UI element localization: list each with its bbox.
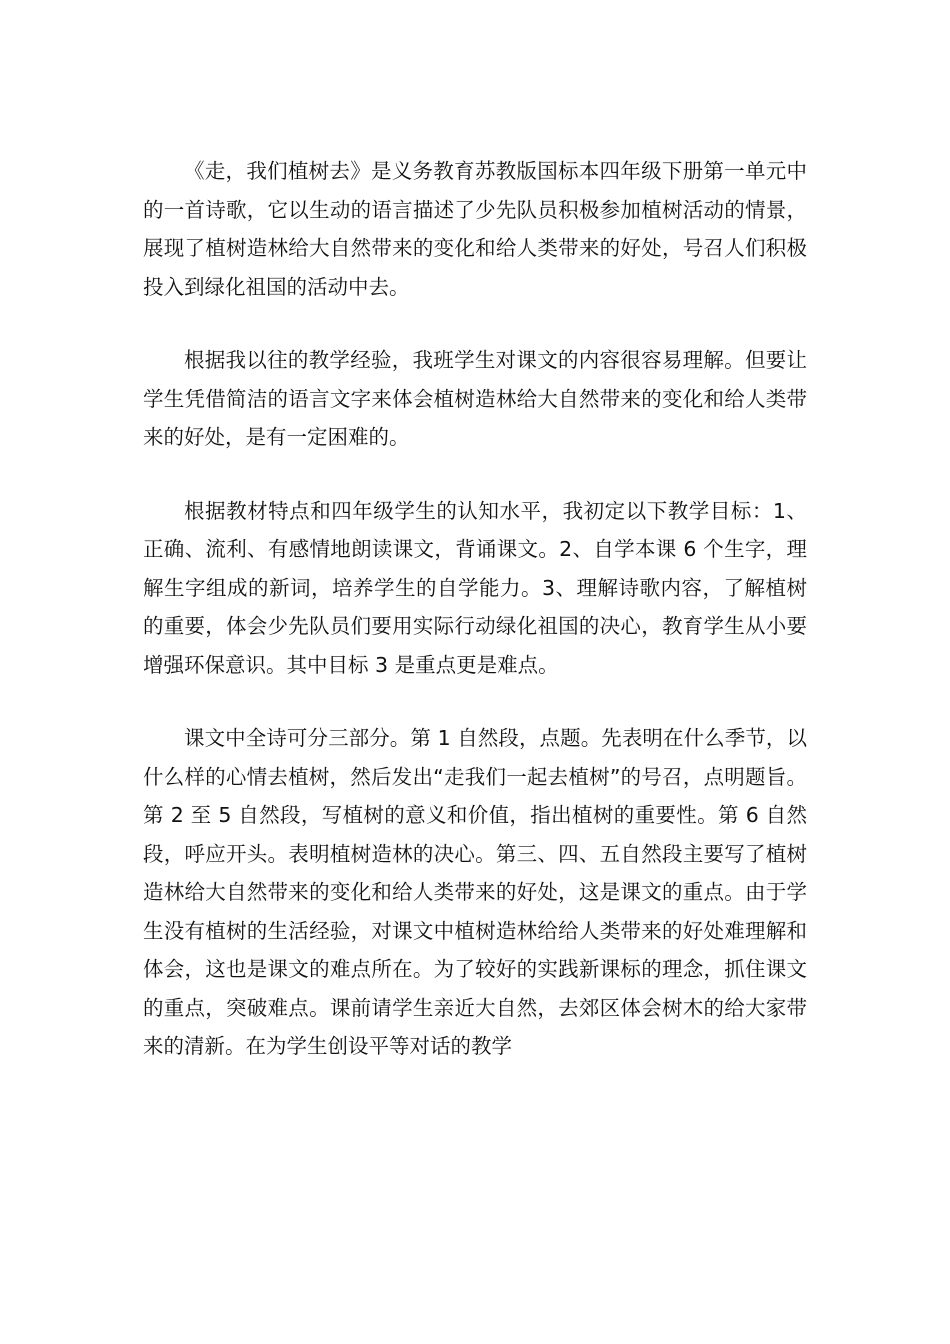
paragraph-intro: 《走，我们植树去》是义务教育苏教版国标本四年级下册第一单元中的一首诗歌，它以生动的语言描述了少先队员积极参加植树活动的情景，展现了植树造林给大自然带来的变化和给人类带来的好处，号召人们积极投入到绿化祖国的活动中去。 xyxy=(143,159,807,299)
paragraph-text-structure: 课文中全诗可分三部分。第 1 自然段，点题。先表明在什么季节，以什么样的心情去植树，然后发出“走我们一起去植树”的号召，点明题旨。第 2 至 5 自然段，写植树的意义和价值，指出植树的重要性。第 6 自然段，呼应开头。表明植树造林的决心。第三、四、五自然段主要写了植树造林给大自然带来的变化和给人类带来的好处，这是课文的重点。由于学生没有植树的生活经验，对课文中植树造林给给人类带来的好处难理解和体会，这也是课文的难点所在。为了较好的实践新课标的理念，抓住课文的重点，突破难点。课前请学生亲近大自然，去郊区体会树木的给大家带来的清新。在为学生创设平等对话的教学 xyxy=(143,726,807,1058)
paragraph-teaching-goals: 根据教材特点和四年级学生的认知水平，我初定以下教学目标：1、正确、流利、有感情地朗读课文，背诵课文。2、自学本课 6 个生字，理解生字组成的新词，培养学生的自学能力。3、理解诗歌内容，了解植树的重要，体会少先队员们要用实际行动绿化祖国的决心，教育学生从小要增强环保意识。其中目标 3 是重点更是难点。 xyxy=(143,498,807,677)
paragraph-student-analysis: 根据我以往的教学经验，我班学生对课文的内容很容易理解。但要让学生凭借简洁的语言文字来体会植树造林给大自然带来的变化和给人类带来的好处，是有一定困难的。 xyxy=(143,348,807,449)
document-body xyxy=(143,152,807,1101)
